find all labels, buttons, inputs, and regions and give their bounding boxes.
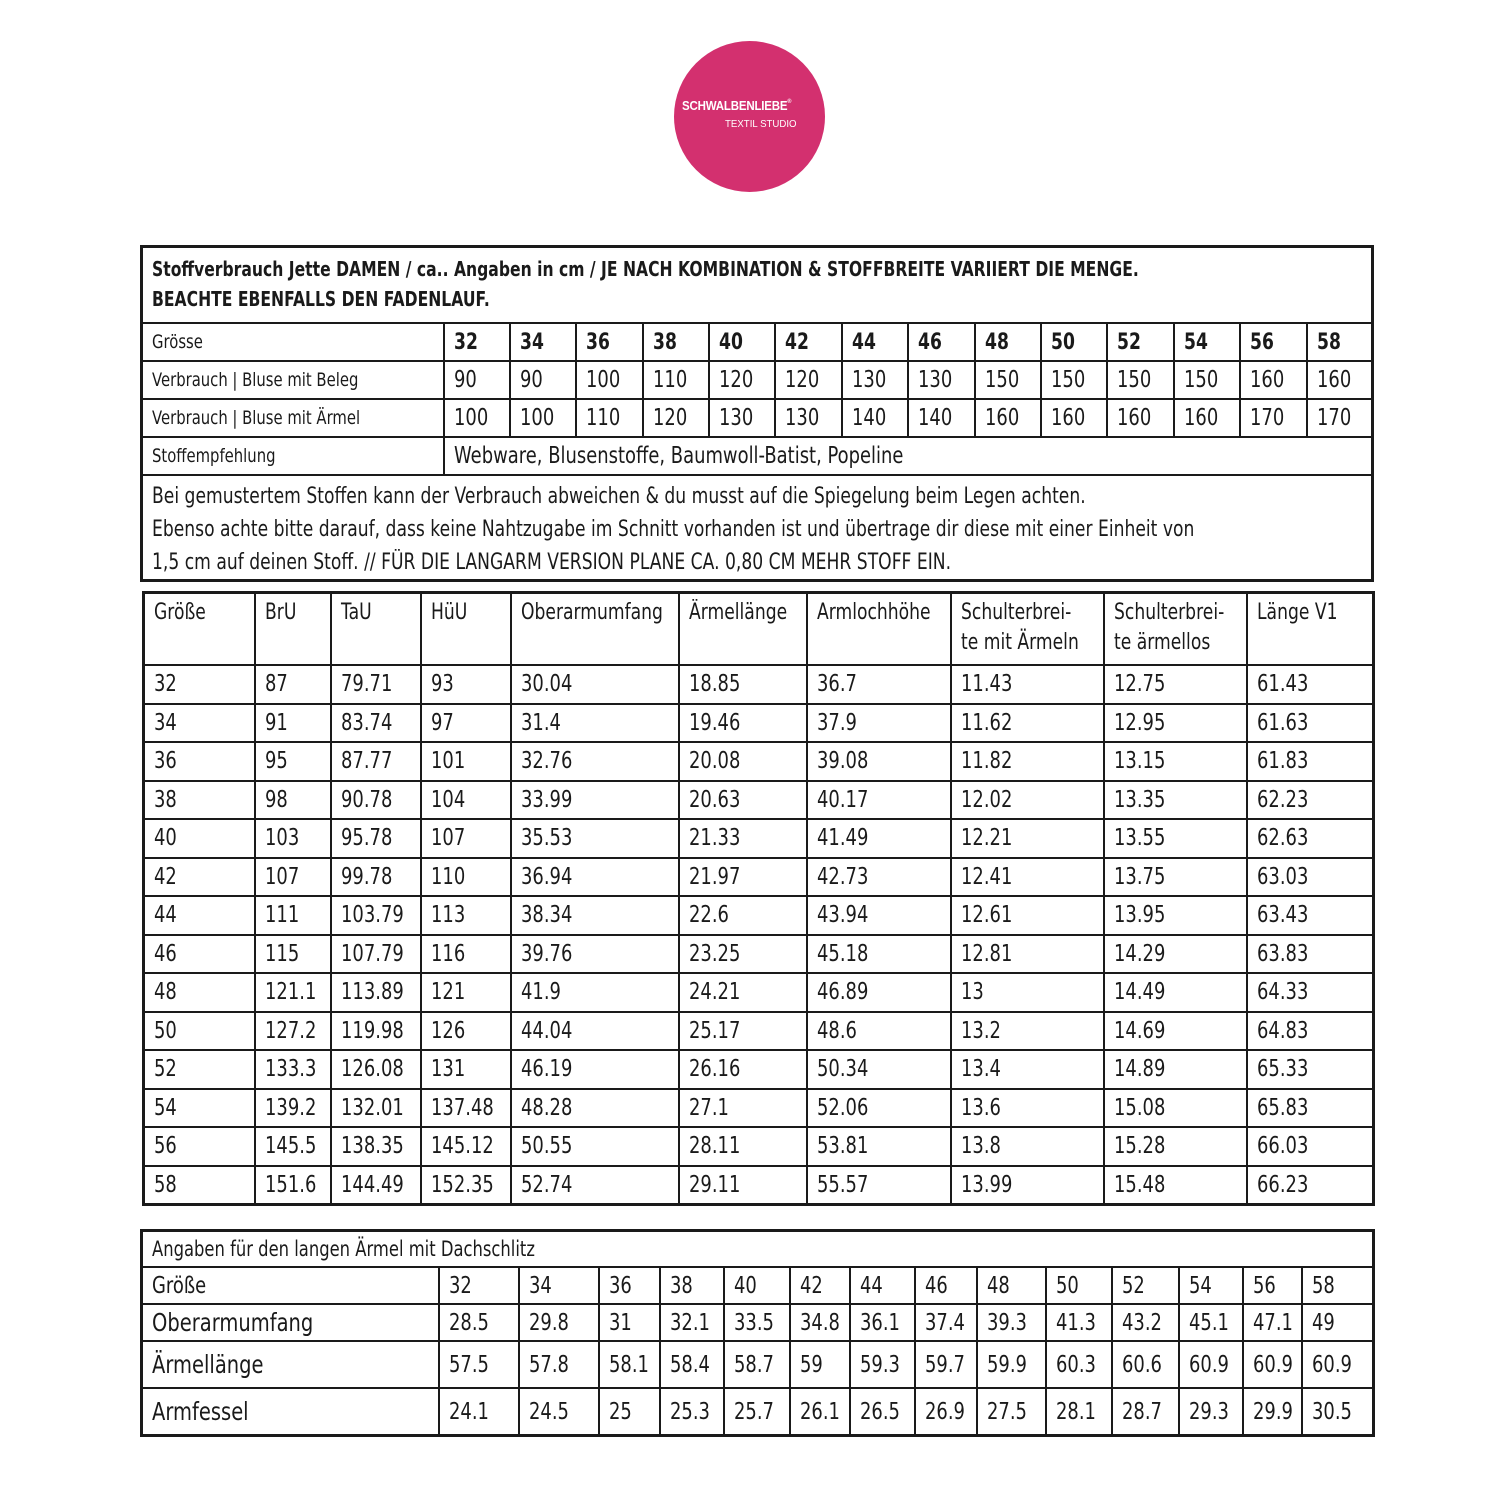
sleeve-value-cell: 29.9 [1243,1388,1303,1436]
sleeve-value-cell: 60.9 [1179,1341,1243,1388]
measurement-cell: 62.23 [1247,781,1374,820]
measurement-cell: 97 [421,704,511,743]
measurement-cell: 145.5 [255,1127,331,1166]
consumption-value-cell: 160 [1041,399,1107,437]
measurement-cell: 91 [255,704,331,743]
sleeve-value-cell: 33.5 [724,1304,790,1341]
measurement-cell: 127.2 [255,1012,331,1051]
measurement-cell: 56 [144,1127,255,1166]
measurement-cell: 12.41 [951,858,1104,897]
measurement-cell: 52 [144,1050,255,1089]
consumption-value-cell: 130 [842,361,908,399]
consumption-value-cell: 130 [775,399,841,437]
sleeve-value-cell: 24.5 [519,1388,599,1436]
measurement-cell: 46 [144,935,255,974]
sleeve-value-cell: 45.1 [1179,1304,1243,1341]
column-header: Ärmellänge [679,593,807,666]
measurement-cell: 36 [144,742,255,781]
measurement-cell: 66.03 [1247,1127,1374,1166]
measurement-cell: 116 [421,935,511,974]
measurement-cell: 83.74 [331,704,421,743]
sleeve-value-cell: 36.1 [850,1304,915,1341]
table-row [144,935,1374,974]
consumption-value-cell: 160 [1174,399,1240,437]
table-row [144,973,1374,1012]
measurement-cell: 13.55 [1104,819,1247,858]
measurement-cell: 95.78 [331,819,421,858]
measurement-cell: 121.1 [255,973,331,1012]
sleeve-value-cell: 41.3 [1046,1304,1113,1341]
sleeve-value-cell: 24.1 [439,1388,519,1436]
measurement-cell: 138.35 [331,1127,421,1166]
sleeve-value-cell: 27.5 [977,1388,1046,1436]
measurement-cell: 12.95 [1104,704,1247,743]
measurement-cell: 95 [255,742,331,781]
measurement-cell: 52.06 [807,1089,951,1128]
sleeve-value-cell: 32.1 [660,1304,724,1341]
measurement-cell: 61.83 [1247,742,1374,781]
measurement-cell: 32.76 [511,742,679,781]
consumption-note: Bei gemustertem Stoffen kann der Verbrauch abweichen & du musst auf die Spiegelung beim Legen achten. Ebenso achte bitte darauf, dass keine Nahtzugabe im Schnitt vorhanden ist und übertrage dir diese mit einer Einheit von 1,5 cm auf deinen Stoff. // FÜR DIE LANGARM VERSION PLANE CA. 0,80 CM MEHR STOFF EIN. [142,475,1373,581]
measurement-cell: 13.15 [1104,742,1247,781]
measurement-cell: 50.34 [807,1050,951,1089]
measurement-cell: 132.01 [331,1089,421,1128]
size-header-cell: 38 [660,1267,724,1304]
measurement-cell: 64.33 [1247,973,1374,1012]
consumption-value-cell: 160 [975,399,1041,437]
measurement-cell: 44 [144,896,255,935]
consumption-title: Stoffverbrauch Jette DAMEN / ca.. Angaben in cm / JE NACH KOMBINATION & STOFFBREITE VARIIERT DIE MENGE. BEACHTE EBENFALLS DEN FADENLAUF. [142,247,1373,324]
consumption-value-cell: 130 [709,399,775,437]
sleeve-value-cell: 58.7 [724,1341,790,1388]
consumption-value-cell: 150 [1174,361,1240,399]
size-header-cell: 50 [1046,1267,1113,1304]
table-row [144,1050,1374,1089]
size-header-cell: 54 [1174,323,1240,361]
recommendation-value: Webware, Blusenstoffe, Baumwoll-Batist, Popeline [444,437,1373,475]
measurement-cell: 37.9 [807,704,951,743]
consumption-value-cell: 150 [1107,361,1173,399]
measurement-cell: 32 [144,665,255,704]
column-header: Länge V1 [1247,593,1374,666]
measurement-cell: 103.79 [331,896,421,935]
measurement-cell: 13.99 [951,1166,1104,1205]
consumption-value-cell: 140 [842,399,908,437]
measurement-cell: 31.4 [511,704,679,743]
measurement-cell: 54 [144,1089,255,1128]
measurement-cell: 107 [421,819,511,858]
sleeve-value-cell: 25 [599,1388,661,1436]
measurement-cell: 42 [144,858,255,897]
measurement-cell: 13.2 [951,1012,1104,1051]
brand-logo [674,41,825,192]
sleeve-value-cell: 28.1 [1046,1388,1113,1436]
measurement-cell: 52.74 [511,1166,679,1205]
row-label: Oberarmumfang [142,1304,439,1341]
consumption-value-cell: 120 [643,399,709,437]
measurement-cell: 40.17 [807,781,951,820]
column-header: Armlochhöhe [807,593,951,666]
sleeve-value-cell: 49 [1302,1304,1373,1341]
size-header-cell: 52 [1112,1267,1179,1304]
measurement-cell: 14.69 [1104,1012,1247,1051]
measurement-cell: 144.49 [331,1166,421,1205]
measurement-cell: 137.48 [421,1089,511,1128]
sleeve-value-cell: 59 [790,1341,851,1388]
sleeve-value-cell: 31 [599,1304,661,1341]
sleeve-value-cell: 43.2 [1112,1304,1179,1341]
measurement-cell: 30.04 [511,665,679,704]
measurement-cell: 119.98 [331,1012,421,1051]
measurement-cell: 40 [144,819,255,858]
measurement-cell: 33.99 [511,781,679,820]
table-row [144,1012,1374,1051]
measurement-cell: 23.25 [679,935,807,974]
measurement-cell: 13.95 [1104,896,1247,935]
measurement-cell: 18.85 [679,665,807,704]
measurement-cell: 42.73 [807,858,951,897]
size-header-cell: 54 [1179,1267,1243,1304]
consumption-value-cell: 90 [510,361,576,399]
measurement-cell: 48 [144,973,255,1012]
size-header-cell: 52 [1107,323,1173,361]
measurement-cell: 98 [255,781,331,820]
sleeve-value-cell: 57.8 [519,1341,599,1388]
consumption-value-cell: 100 [576,361,642,399]
size-header-cell: 40 [724,1267,790,1304]
size-header-cell: 56 [1243,1267,1303,1304]
size-header-cell: 58 [1307,323,1373,361]
measurement-cell: 14.29 [1104,935,1247,974]
sleeve-value-cell: 25.3 [660,1388,724,1436]
sleeve-value-cell: 60.3 [1046,1341,1113,1388]
measurement-cell: 24.21 [679,973,807,1012]
size-header-cell: 48 [977,1267,1046,1304]
measurement-cell: 139.2 [255,1089,331,1128]
measurement-cell: 50 [144,1012,255,1051]
measurement-cell: 13.8 [951,1127,1104,1166]
table-row [144,704,1374,743]
table-row [144,665,1374,704]
measurement-cell: 64.83 [1247,1012,1374,1051]
measurement-cell: 13 [951,973,1104,1012]
consumption-value-cell: 120 [775,361,841,399]
sleeve-title: Angaben für den langen Ärmel mit Dachschlitz [142,1231,1374,1268]
measurement-table [142,591,1375,1206]
measurement-cell: 107.79 [331,935,421,974]
consumption-value-cell: 140 [908,399,974,437]
size-header-cell: 44 [842,323,908,361]
measurement-cell: 12.81 [951,935,1104,974]
row-label: Verbrauch | Bluse mit Ärmel [142,399,444,437]
measurement-cell: 13.35 [1104,781,1247,820]
size-header-cell: 56 [1240,323,1306,361]
measurement-cell: 87 [255,665,331,704]
measurement-cell: 48.6 [807,1012,951,1051]
measurement-cell: 44.04 [511,1012,679,1051]
logo-brand-name: SCHWALBENLIEBE® [682,99,792,113]
measurement-cell: 15.48 [1104,1166,1247,1205]
measurement-cell: 12.02 [951,781,1104,820]
table-row [144,858,1374,897]
sleeve-value-cell: 29.8 [519,1304,599,1341]
row-label: Ärmellänge [142,1341,439,1388]
measurement-cell: 43.94 [807,896,951,935]
measurement-cell: 19.46 [679,704,807,743]
column-header: HüU [421,593,511,666]
column-header: TaU [331,593,421,666]
measurement-cell: 133.3 [255,1050,331,1089]
measurement-cell: 20.63 [679,781,807,820]
sleeve-value-cell: 25.7 [724,1388,790,1436]
size-header-cell: 34 [519,1267,599,1304]
sleeve-table [140,1229,1375,1437]
consumption-value-cell: 160 [1307,361,1373,399]
table-row [144,819,1374,858]
measurement-cell: 15.28 [1104,1127,1247,1166]
size-header-cell: 42 [790,1267,851,1304]
sleeve-value-cell: 60.9 [1243,1341,1303,1388]
measurement-cell: 65.33 [1247,1050,1374,1089]
measurement-cell: 48.28 [511,1089,679,1128]
consumption-value-cell: 170 [1240,399,1306,437]
column-header: Schulterbrei- te mit Ärmeln [951,593,1104,666]
measurement-cell: 113 [421,896,511,935]
sleeve-value-cell: 60.6 [1112,1341,1179,1388]
measurement-cell: 87.77 [331,742,421,781]
row-label: Armfessel [142,1388,439,1436]
consumption-value-cell: 170 [1307,399,1373,437]
measurement-cell: 14.89 [1104,1050,1247,1089]
table-row [144,1089,1374,1128]
measurement-cell: 61.43 [1247,665,1374,704]
measurement-cell: 99.78 [331,858,421,897]
measurement-cell: 13.6 [951,1089,1104,1128]
size-header-cell: 44 [850,1267,915,1304]
measurement-cell: 145.12 [421,1127,511,1166]
measurement-cell: 63.03 [1247,858,1374,897]
sleeve-value-cell: 28.7 [1112,1388,1179,1436]
size-header-cell: 58 [1302,1267,1373,1304]
sleeve-value-cell: 34.8 [790,1304,851,1341]
measurement-cell: 152.35 [421,1166,511,1205]
sleeve-value-cell: 59.7 [915,1341,977,1388]
size-header-cell: 40 [709,323,775,361]
measurement-cell: 28.11 [679,1127,807,1166]
sleeve-value-cell: 58.1 [599,1341,661,1388]
table-row [144,781,1374,820]
measurement-cell: 46.89 [807,973,951,1012]
measurement-cell: 104 [421,781,511,820]
column-header: Größe [144,593,255,666]
sleeve-value-cell: 30.5 [1302,1388,1373,1436]
measurement-cell: 27.1 [679,1089,807,1128]
measurement-cell: 58 [144,1166,255,1205]
measurement-cell: 25.17 [679,1012,807,1051]
sleeve-value-cell: 37.4 [915,1304,977,1341]
measurement-cell: 29.11 [679,1166,807,1205]
measurement-cell: 12.75 [1104,665,1247,704]
measurement-cell: 11.62 [951,704,1104,743]
measurement-cell: 12.21 [951,819,1104,858]
sleeve-value-cell: 26.9 [915,1388,977,1436]
measurement-cell: 41.9 [511,973,679,1012]
size-header-cell: 34 [510,323,576,361]
size-label: Grösse [142,323,444,361]
sleeve-value-cell: 47.1 [1243,1304,1303,1341]
measurement-cell: 115 [255,935,331,974]
measurement-cell: 101 [421,742,511,781]
column-header: Schulterbrei- te ärmellos [1104,593,1247,666]
row-label: Verbrauch | Bluse mit Beleg [142,361,444,399]
measurement-cell: 113.89 [331,973,421,1012]
consumption-value-cell: 110 [643,361,709,399]
measurement-cell: 131 [421,1050,511,1089]
measurement-cell: 79.71 [331,665,421,704]
size-header-cell: 38 [643,323,709,361]
consumption-value-cell: 100 [444,399,510,437]
fabric-consumption-table [140,245,1374,582]
measurement-cell: 22.6 [679,896,807,935]
measurement-cell: 11.43 [951,665,1104,704]
measurement-cell: 38 [144,781,255,820]
sleeve-value-cell: 26.5 [850,1388,915,1436]
size-header-cell: 36 [576,323,642,361]
measurement-cell: 65.83 [1247,1089,1374,1128]
measurement-cell: 61.63 [1247,704,1374,743]
measurement-cell: 21.33 [679,819,807,858]
sleeve-value-cell: 58.4 [660,1341,724,1388]
measurement-cell: 62.63 [1247,819,1374,858]
consumption-value-cell: 90 [444,361,510,399]
size-header-cell: 32 [439,1267,519,1304]
sleeve-value-cell: 26.1 [790,1388,851,1436]
measurement-cell: 46.19 [511,1050,679,1089]
size-header-cell: 32 [444,323,510,361]
size-header-cell: 48 [975,323,1041,361]
consumption-value-cell: 130 [908,361,974,399]
measurement-cell: 151.6 [255,1166,331,1205]
measurement-cell: 13.75 [1104,858,1247,897]
measurement-cell: 34 [144,704,255,743]
size-header-cell: 42 [775,323,841,361]
logo-subtitle: TEXTIL STUDIO [725,118,797,130]
consumption-value-cell: 100 [510,399,576,437]
measurement-cell: 55.57 [807,1166,951,1205]
measurement-cell: 36.7 [807,665,951,704]
measurement-cell: 14.49 [1104,973,1247,1012]
sleeve-value-cell: 57.5 [439,1341,519,1388]
column-header: BrU [255,593,331,666]
sleeve-value-cell: 60.9 [1302,1341,1373,1388]
consumption-value-cell: 150 [975,361,1041,399]
size-label: Größe [142,1267,439,1304]
measurement-cell: 93 [421,665,511,704]
measurement-cell: 15.08 [1104,1089,1247,1128]
measurement-cell: 11.82 [951,742,1104,781]
measurement-cell: 45.18 [807,935,951,974]
measurement-cell: 13.4 [951,1050,1104,1089]
size-header-cell: 36 [599,1267,661,1304]
measurement-cell: 110 [421,858,511,897]
measurement-cell: 36.94 [511,858,679,897]
measurement-cell: 39.08 [807,742,951,781]
consumption-value-cell: 110 [576,399,642,437]
measurement-cell: 38.34 [511,896,679,935]
measurement-cell: 66.23 [1247,1166,1374,1205]
measurement-cell: 20.08 [679,742,807,781]
measurement-cell: 50.55 [511,1127,679,1166]
measurement-cell: 90.78 [331,781,421,820]
consumption-value-cell: 150 [1041,361,1107,399]
measurement-cell: 103 [255,819,331,858]
sleeve-value-cell: 29.3 [1179,1388,1243,1436]
measurement-cell: 39.76 [511,935,679,974]
sleeve-value-cell: 39.3 [977,1304,1046,1341]
measurement-cell: 111 [255,896,331,935]
table-row [144,896,1374,935]
measurement-cell: 63.83 [1247,935,1374,974]
measurement-cell: 26.16 [679,1050,807,1089]
consumption-value-cell: 160 [1107,399,1173,437]
measurement-cell: 126 [421,1012,511,1051]
recommendation-label: Stoffempfehlung [142,437,444,475]
measurement-cell: 41.49 [807,819,951,858]
measurement-cell: 12.61 [951,896,1104,935]
measurement-cell: 121 [421,973,511,1012]
consumption-value-cell: 120 [709,361,775,399]
table-row [144,1166,1374,1205]
column-header: Oberarmumfang [511,593,679,666]
measurement-cell: 35.53 [511,819,679,858]
size-header-cell: 46 [915,1267,977,1304]
measurement-cell: 126.08 [331,1050,421,1089]
table-row [144,742,1374,781]
measurement-cell: 21.97 [679,858,807,897]
measurement-cell: 63.43 [1247,896,1374,935]
sleeve-value-cell: 59.3 [850,1341,915,1388]
size-header-cell: 50 [1041,323,1107,361]
sleeve-value-cell: 28.5 [439,1304,519,1341]
sleeve-value-cell: 59.9 [977,1341,1046,1388]
consumption-value-cell: 160 [1240,361,1306,399]
measurement-cell: 107 [255,858,331,897]
measurement-cell: 53.81 [807,1127,951,1166]
table-row [144,1127,1374,1166]
size-header-cell: 46 [908,323,974,361]
